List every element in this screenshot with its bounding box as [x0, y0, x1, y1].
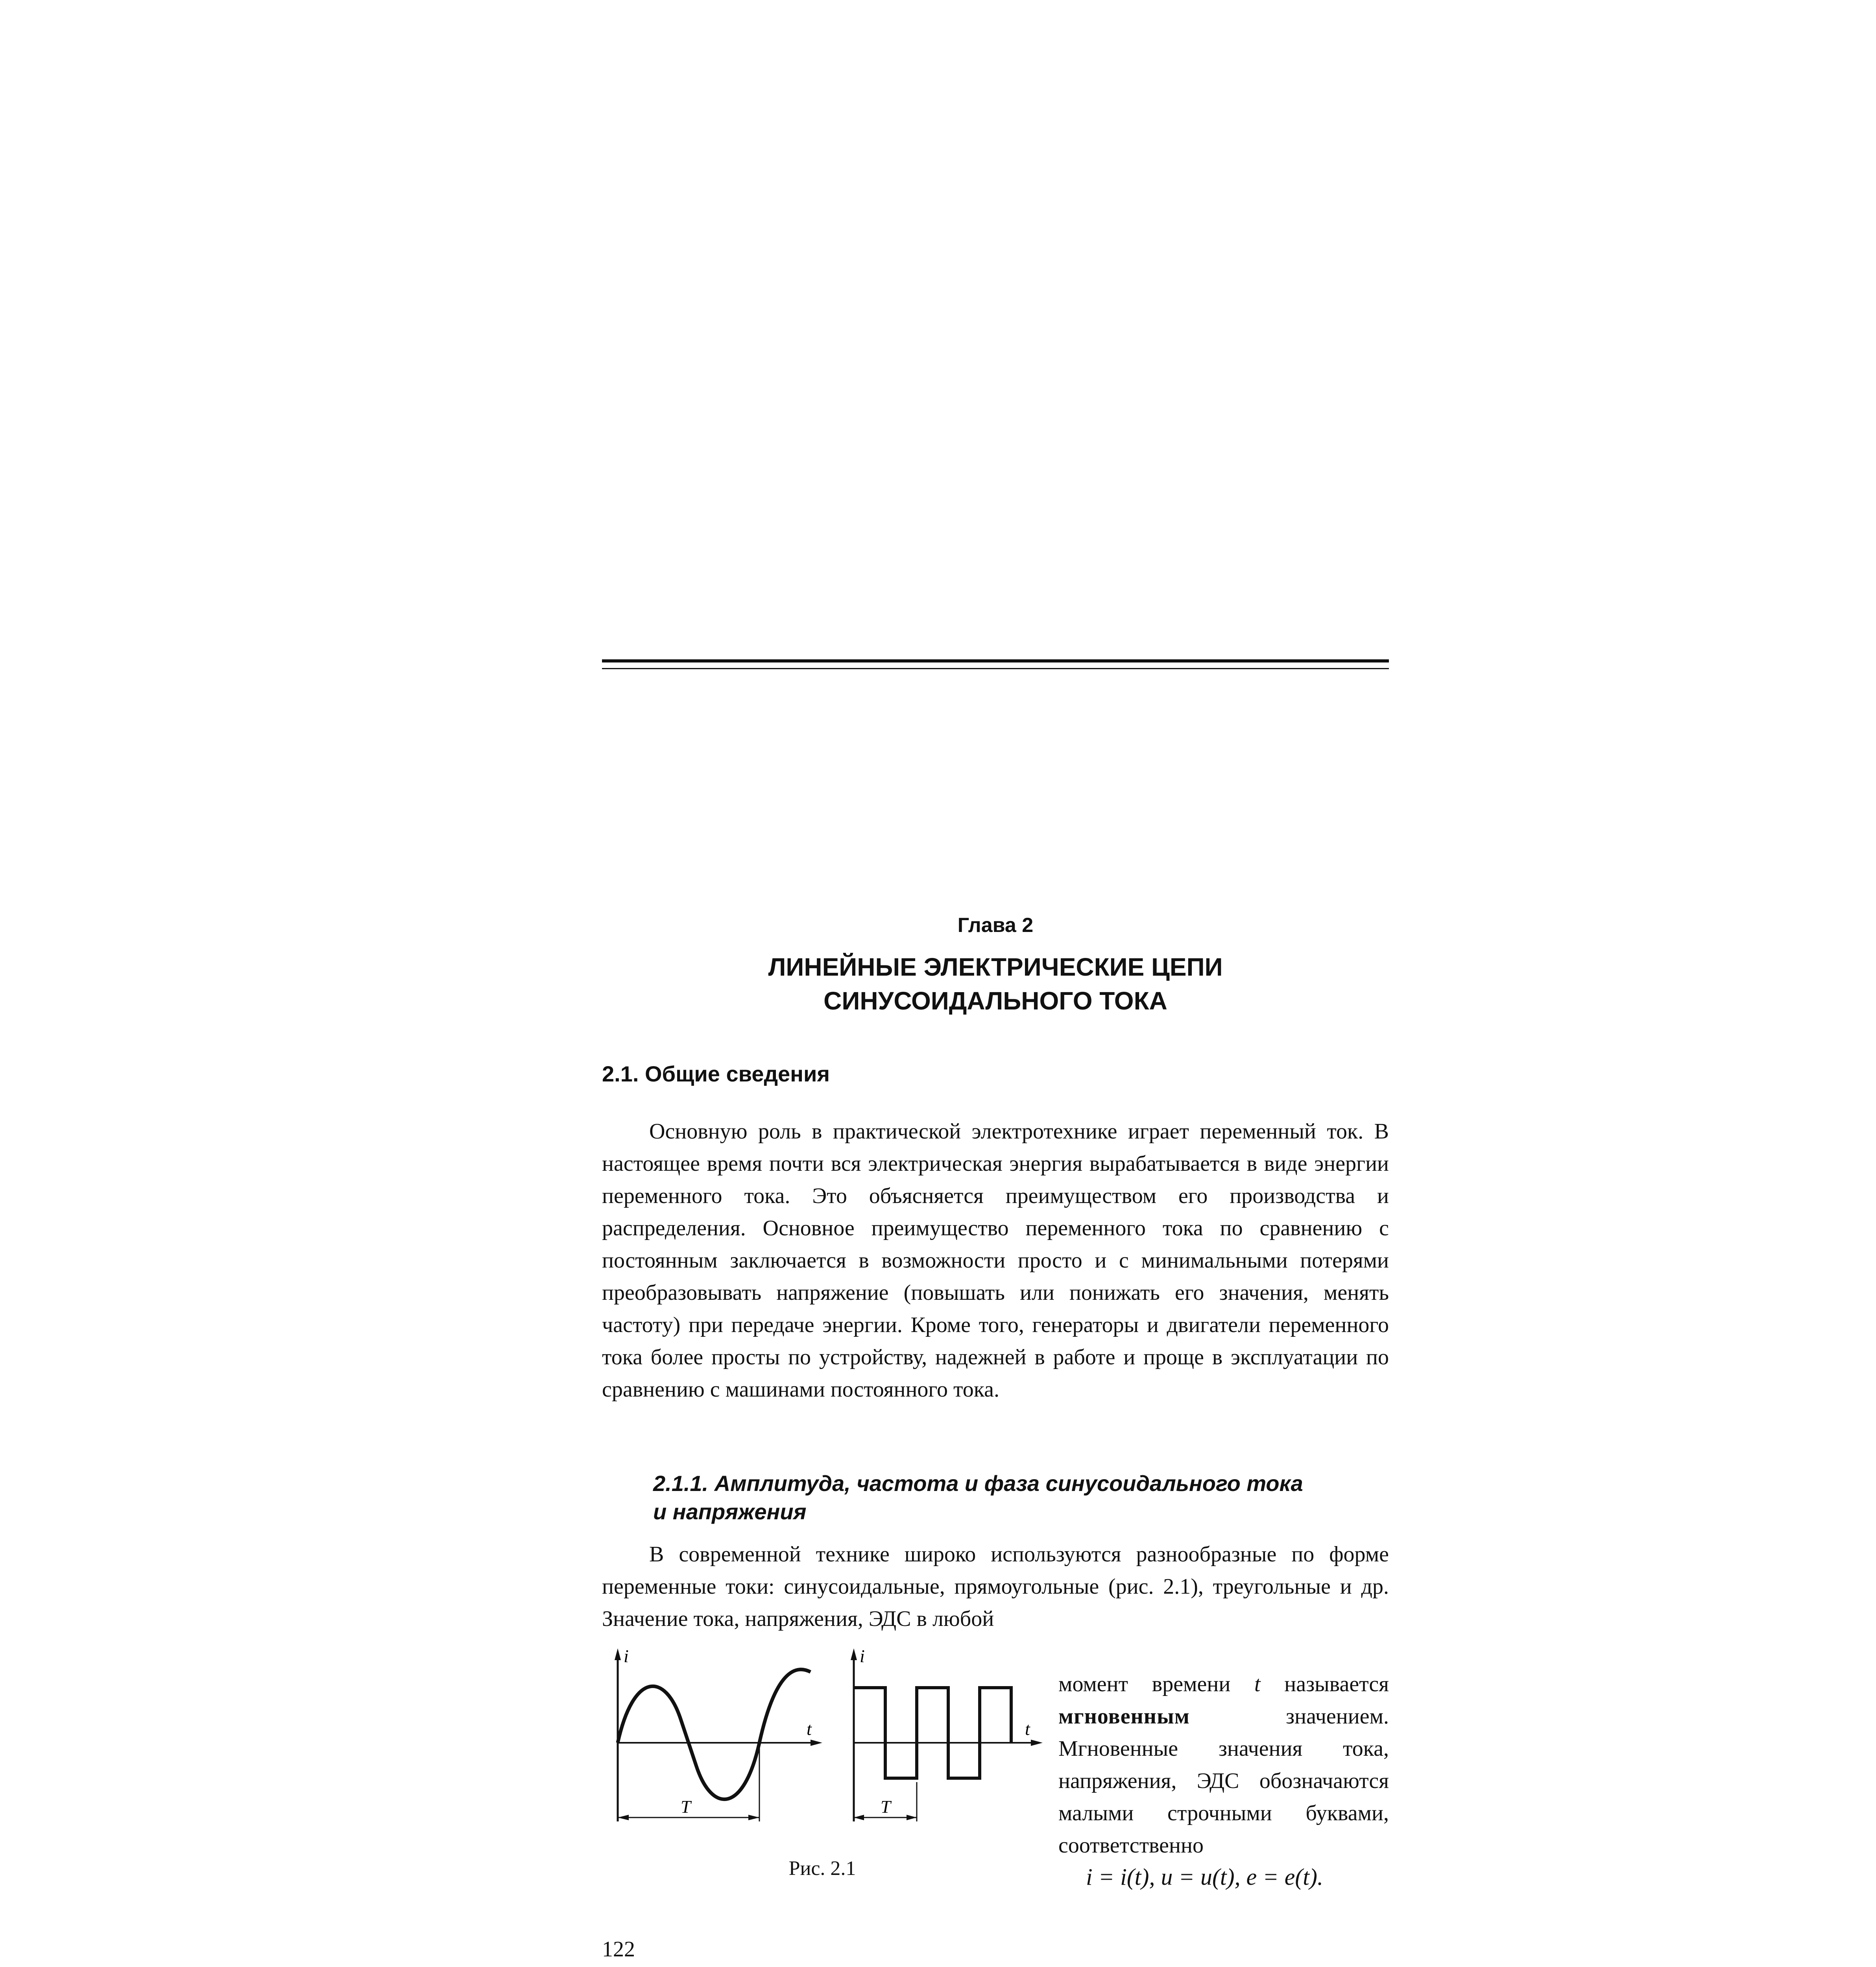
square-y-label: i [860, 1648, 865, 1666]
sine-y-label: i [624, 1648, 629, 1666]
square-x-label: t [1025, 1719, 1030, 1739]
subsection-heading-line1: 2.1.1. Амплитуда, частота и фаза синусоидального тока [653, 1471, 1303, 1496]
sine-curve [618, 1670, 811, 1799]
side-text-3: значением. Мгновенные значения тока, напряжения, ЭДС обозначаются малыми строчными буквами, соответственно [1058, 1704, 1389, 1858]
side-text-1: момент времени [1058, 1672, 1254, 1696]
chapter-title-line1: ЛИНЕЙНЫЕ ЭЛЕКТРИЧЕСКИЕ ЦЕПИ [768, 953, 1223, 981]
page-number: 122 [602, 1937, 635, 1961]
sine-period-arrow-left [618, 1815, 629, 1820]
section-heading: 2.1. Общие сведения [602, 1061, 830, 1086]
subsection-heading [653, 1469, 1389, 1526]
chapter-label: Глава 2 [957, 914, 1034, 937]
side-paragraph [1058, 1668, 1389, 1862]
square-plot [851, 1648, 1043, 1821]
square-y-arrow [851, 1648, 857, 1660]
sine-y-arrow [615, 1648, 621, 1660]
header-rule-top [602, 659, 1389, 662]
sine-period-arrow-right [748, 1815, 759, 1820]
sine-x-arrow [811, 1740, 822, 1746]
figure-caption: Рис. 2.1 [788, 1857, 856, 1880]
sine-x-label: t [807, 1719, 812, 1739]
side-text-2: называется [1260, 1672, 1389, 1696]
subsection-paragraph: В современной технике широко используются разнообразные по форме переменные токи: синусоидальные, прямоугольные (рис. 2.1), треугольные и др. Значение тока, напряжения, ЭДС в любой [602, 1542, 1389, 1631]
subsection-heading-line2: и напряжения [653, 1499, 807, 1524]
square-period-label: T [881, 1797, 891, 1817]
figure-2-1 [602, 1648, 1047, 1884]
square-period-arrow-right [907, 1815, 917, 1820]
square-wave [854, 1688, 1011, 1778]
square-period-arrow-left [854, 1815, 864, 1820]
side-text-t: t [1254, 1672, 1261, 1696]
chapter-title [602, 950, 1389, 1018]
sine-plot [615, 1648, 822, 1821]
figure-2-1-svg [602, 1648, 1047, 1884]
side-text-bold: мгновенным [1058, 1704, 1190, 1729]
intro-paragraph: Основную роль в практической электротехнике играет переменный ток. В настоящее время почти вся электрическая энергия вырабатывается в виде энергии переменного тока. Это объясняется преимуществом его производства и распределения. Основное преимущество переменного тока по сравнению с постоянным заключается в возможности просто и с минимальными потерями преобразовывать напряжение (повышать или понижать его значения, менять частоту) при передаче энергии. Кроме того, генераторы и двигатели переменного тока более просты по устройству, надежней в работе и проще в эксплуатации по сравнению с машинами постоянного тока. [602, 1119, 1389, 1402]
square-x-arrow [1031, 1740, 1043, 1746]
sine-period-label: T [681, 1797, 691, 1817]
chapter-title-line2: СИНУСОИДАЛЬНОГО ТОКА [824, 987, 1167, 1015]
formula: i = i(t), u = u(t), e = e(t). [1086, 1864, 1323, 1890]
header-rule-bottom [602, 668, 1389, 669]
